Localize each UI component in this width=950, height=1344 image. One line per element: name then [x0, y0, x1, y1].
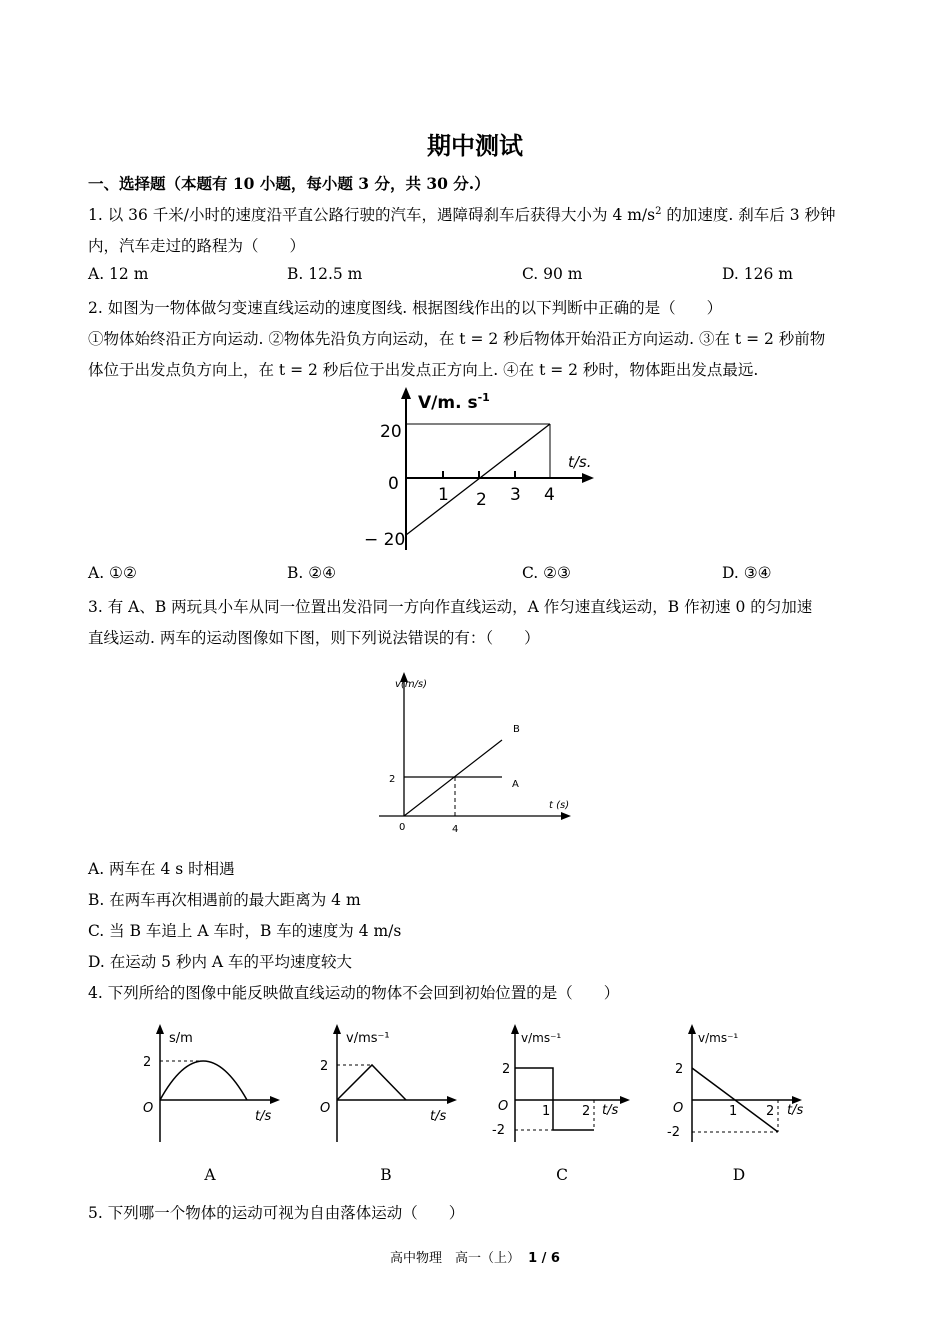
q2-line1: 2. 如图为一物体做匀变速直线运动的速度图线. 根据图线作出的以下判断中正确的是（ ） [88, 299, 723, 317]
q5-line1: 5. 下列哪一个物体的运动可视为自由落体运动（ ） [88, 1204, 465, 1222]
q4b-ylabel: v/ms⁻¹ [346, 1031, 390, 1046]
page-title: 期中测试 [427, 131, 523, 160]
q4d-xtick-2: 2 [766, 1104, 775, 1119]
q2-xtick-3: 3 [510, 485, 521, 505]
q4c-x-arrow [620, 1096, 630, 1104]
q4c-ytick-top: 2 [502, 1062, 511, 1077]
q4a-curve [160, 1061, 247, 1100]
q4c-ytick-bottom: -2 [492, 1123, 505, 1138]
q2-ylabel: V/m. $s^{-1}$ [418, 391, 490, 413]
q3-option-a[interactable]: A. 两车在 4 s 时相遇 [88, 860, 235, 878]
q2-ytick-neg20: − 20 [364, 530, 406, 550]
q2-ytick-0: 0 [388, 474, 399, 494]
q3-origin: 0 [399, 822, 406, 833]
q3-label-b: B [513, 724, 520, 735]
q4b-ytick: 2 [320, 1059, 329, 1074]
q2-line2: ①物体始终沿正方向运动. ②物体先沿负方向运动，在 t = 2 秒后物体开始沿正方向运动. ③在 t = 2 秒前物 [88, 330, 826, 348]
q2-xtick-2: 2 [476, 490, 487, 510]
q4c-xtick-1: 1 [542, 1104, 551, 1119]
q4c-origin: O [498, 1099, 509, 1114]
q4b-triangle [337, 1065, 406, 1100]
q1-line2: 内，汽车走过的路程为（ ） [88, 237, 306, 255]
q1-text-a: 1. 以 36 千米/小时的速度沿平直公路行驶的汽车，遇障碍刹车后获得大小为 4 m/s [88, 206, 656, 224]
q4d-origin: O [673, 1101, 684, 1116]
q3-option-d[interactable]: D. 在运动 5 秒内 A 车的平均速度较大 [88, 953, 352, 971]
q4b-xlabel: t/s [430, 1109, 447, 1124]
q3-option-c[interactable]: C. 当 B 车追上 A 车时，B 车的速度为 4 m/s [88, 922, 402, 940]
q4d-ytick-top: 2 [675, 1062, 684, 1077]
q4c-y-arrow [511, 1024, 519, 1034]
q4-label-c[interactable]: C [556, 1166, 568, 1184]
q3-option-b[interactable]: B. 在两车再次相遇前的最大距离为 4 m [88, 891, 361, 909]
q1-option-a[interactable]: A. 12 m [88, 265, 149, 283]
q4d-xlabel: t/s [787, 1103, 804, 1118]
q1-option-d[interactable]: D. 126 m [722, 265, 793, 283]
q4-graph-b [312, 1022, 462, 1147]
q2-ytick-20: 20 [380, 422, 402, 442]
q2-y-arrow [401, 387, 411, 399]
q4a-origin: O [143, 1101, 154, 1116]
q4-graph-c [488, 1022, 638, 1147]
q3-line2: 直线运动. 两车的运动图像如下图，则下列说法错误的有：（ ） [88, 629, 540, 647]
q4-label-a[interactable]: A [204, 1166, 216, 1184]
q3-ytick: 2 [389, 774, 396, 785]
section-heading: 一、选择题（本题有 10 小题，每小题 3 分，共 30 分.） [88, 174, 490, 193]
q2-option-c[interactable]: C. ②③ [522, 564, 571, 582]
q4a-y-arrow [156, 1024, 164, 1034]
q3-xtick: 4 [452, 824, 459, 835]
q3-label-a: A [512, 779, 519, 790]
q1-line1 [88, 203, 835, 225]
q2-option-d[interactable]: D. ③④ [722, 564, 772, 582]
q4a-x-arrow [270, 1096, 280, 1104]
q2-xlabel: t/s. [568, 453, 592, 471]
q4d-xtick-1: 1 [729, 1104, 738, 1119]
q4d-ylabel: v/ms⁻¹ [698, 1031, 739, 1045]
q4d-ytick-bottom: -2 [667, 1125, 680, 1140]
q4c-xtick-2: 2 [582, 1104, 591, 1119]
q4-label-b[interactable]: B [380, 1166, 392, 1184]
q4b-y-arrow [333, 1024, 341, 1034]
footer-text: 高中物理 高一（上） [390, 1251, 521, 1266]
q3-line1: 3. 有 A、B 两玩具小车从同一位置出发沿同一方向作直线运动，A 作匀速直线运动，B 作初速 0 的匀加速 [88, 598, 813, 616]
q2-x-arrow [582, 473, 594, 483]
q4a-ytick: 2 [143, 1055, 152, 1070]
q3-line-b [404, 740, 502, 816]
q4b-x-arrow [447, 1096, 457, 1104]
q4b-origin: O [320, 1101, 331, 1116]
page-number: 1 / 6 [528, 1251, 560, 1266]
q3-xlabel: t (s) [549, 800, 570, 811]
q3-velocity-graph [375, 670, 575, 835]
q4c-step-line [515, 1068, 594, 1130]
q1-sup: 2 [655, 205, 662, 217]
q4c-xlabel: t/s [602, 1103, 619, 1118]
q2-option-a[interactable]: A. ①② [88, 564, 137, 582]
q4a-xlabel: t/s [255, 1109, 272, 1124]
q4-graph-d [665, 1022, 815, 1147]
q2-xtick-1: 1 [438, 485, 449, 505]
q2-velocity-line [406, 424, 550, 535]
q2-line3: 体位于出发点负方向上，在 t = 2 秒后位于出发点正方向上. ④在 t = 2 秒时，物体距出发点最远. [88, 361, 759, 379]
page-footer [0, 1247, 950, 1266]
q4-label-d[interactable]: D [732, 1166, 746, 1184]
q1-text-b: 的加速度. 刹车后 3 秒钟 [661, 206, 836, 224]
q2-option-b[interactable]: B. ②④ [287, 564, 337, 582]
q1-option-b[interactable]: B. 12.5 m [287, 265, 363, 283]
q4c-ylabel: v/ms⁻¹ [521, 1031, 562, 1045]
q2-velocity-graph [350, 385, 610, 555]
q2-xtick-4: 4 [544, 485, 555, 505]
q4-line1: 4. 下列所给的图像中能反映做直线运动的物体不会回到初始位置的是（ ） [88, 984, 620, 1002]
q4a-ylabel: s/m [169, 1031, 193, 1046]
q1-option-c[interactable]: C. 90 m [522, 265, 583, 283]
q4-graph-a [135, 1022, 285, 1147]
q3-x-arrow [561, 812, 571, 820]
q4d-y-arrow [688, 1024, 696, 1034]
q3-ylabel: v(m/s) [395, 679, 428, 690]
